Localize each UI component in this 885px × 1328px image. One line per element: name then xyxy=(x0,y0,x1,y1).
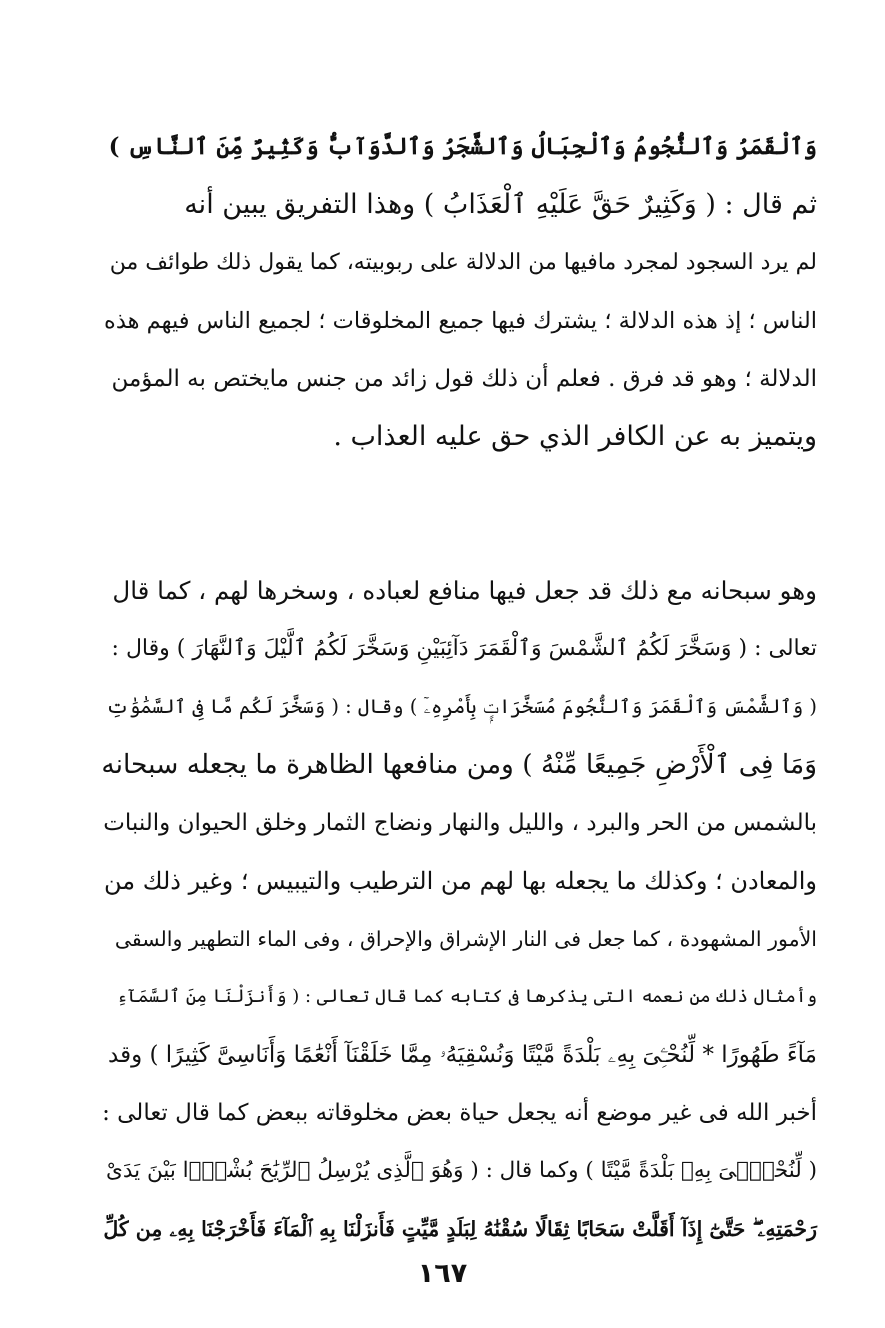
text-line: الناس ؛ إذ هذه الدلالة ؛ يشترك فيها جميع المخلوقات ؛ لجميع الناس فيهم هذه xyxy=(104,308,817,334)
text-line: ويتميز به عن الكافر الذي حق عليه العذاب . xyxy=(333,421,817,452)
text-line: وَٱلْقَمَرُ وَٱلنُّجُومُ وَٱلْجِبَالُ وَٱلشَّجَرُ وَٱلدَّوَآبُّ وَكَثِيرٌ مِّنَ ٱلنَّاسِ ) xyxy=(108,133,817,160)
text-line: تعالى : ( وَسَخَّرَ لَكُمُ ٱلشَّمْسَ وَٱلْقَمَرَ دَآئِبَيْنِ وَسَخَّرَ لَكُمُ ٱلَّيْلَ وَٱلنَّهَارَ ) وقال : xyxy=(111,636,817,661)
paragraph-1 xyxy=(100,118,817,466)
text-line: ( لِّنُحْـِۧىَ بِهِۦ بَلْدَةً مَّيْتًا ) وكما قال : ( وَهُوَ ٱلَّذِى يُرْسِلُ ٱلرِّيَٰحَ بُشْرًۢا بَيْنَ يَدَىْ xyxy=(106,1158,817,1183)
text-line: رَحْمَتِهِۦ ۖ حَتَّىٰٓ إِذَآ أَقَلَّتْ سَحَابًا ثِقَالًا سُقْنَٰهُ لِبَلَدٍ مَّيِّتٍ فَأَنزَلْنَا بِهِ ٱلْمَآءَ فَأَخْرَجْنَا بِهِۦ مِن كُلِّ xyxy=(103,1217,817,1241)
text-line: أخبر الله فى غير موضع أنه يجعل حياة بعض مخلوقاته ببعض كما قال تعالى : xyxy=(102,1100,817,1126)
paragraph-spacer xyxy=(100,466,817,562)
text-line: ( وَٱلشَّمْسَ وَٱلْقَمَرَ وَٱلنُّجُومَ مُسَخَّرَاتٍۭ بِأَمْرِهِۦٓ ) وقال : ( وَسَخَّرَ لَكُم مَّا فِى ٱلسَّمَٰوَٰتِ xyxy=(106,695,817,718)
text-line: الأمور المشهودة ، كما جعل فى النار الإشراق والإحراق ، وفى الماء التطهير والسقى xyxy=(114,927,817,951)
text-line: ثم قال : ( وَكَثِيرٌ حَقَّ عَلَيْهِ ٱلْعَذَابُ ) وهذا التفريق يبين أنه xyxy=(184,189,817,220)
text-line: وَمَا فِى ٱلْأَرْضِ جَمِيعًا مِّنْهُ ) ومن منافعها الظاهرة ما يجعله سبحانه xyxy=(101,749,817,780)
paragraph-2 xyxy=(100,562,817,1258)
text-line: الدلالة ؛ وهو قد فرق . فعلم أن ذلك قول زائد من جنس مايختص به المؤمن xyxy=(111,366,817,392)
text-line: بالشمس من الحر والبرد ، والليل والنهار ونضاج الثمار وخلق الحيوان والنبات xyxy=(103,810,817,836)
text-line: وهو سبحانه مع ذلك قد جعل فيها منافع لعباده ، وسخرها لهم ، كما قال xyxy=(112,576,817,605)
page-number: ١٦٧ xyxy=(417,1258,468,1289)
text-line: مَآءً طَهُورًا * لِّنُحْـِۧىَ بِهِۦ بَلْدَةً مَّيْتًا وَنُسْقِيَهُۥ مِمَّا خَلَقْنَآ أَنْعَٰمًا وَأَنَاسِىَّ كَثِيرًا ) وقد xyxy=(108,1042,817,1068)
text-line: لم يرد السجود لمجرد مافيها من الدلالة على ربوبيته، كما يقول ذلك طوائف من xyxy=(109,250,817,275)
text-line: والمعادن ؛ وكذلك ما يجعله بها لهم من الترطيب والتيبيس ؛ وغير ذلك من xyxy=(104,867,817,895)
text-line: وأمثال ذلك من نعمه التى يذكرها فى كتابه كما قال تعالى : ( وَأَنزَلْنَا مِنَ ٱلسَّمَآءِ xyxy=(116,986,817,1007)
